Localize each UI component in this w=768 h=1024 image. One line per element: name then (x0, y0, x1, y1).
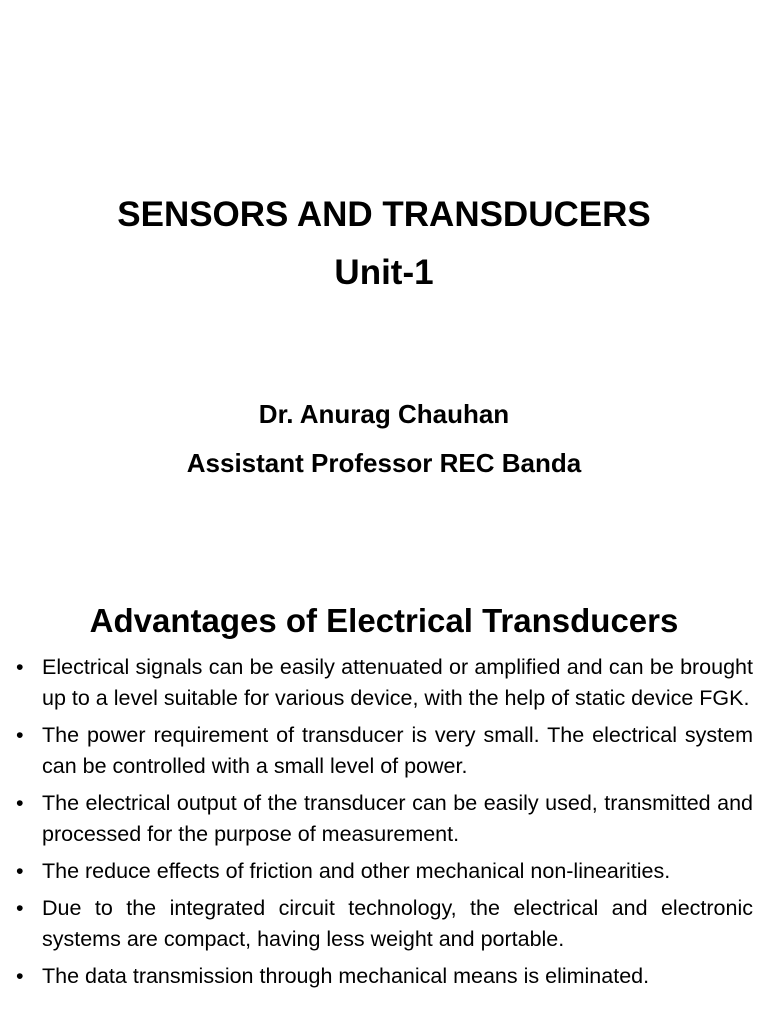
bullet-dot-icon: • (16, 896, 24, 920)
author-role: Assistant Professor REC Banda (186, 448, 582, 478)
bullet-item (0, 652, 768, 714)
bullet-dot-icon: • (16, 791, 24, 815)
unit-label: Unit-1 (334, 253, 434, 292)
bullet-item (0, 856, 768, 887)
bullet-text: Due to the integrated circuit technology, the electrical and electronic systems are compact, having less weight and portable. (42, 896, 753, 951)
bullet-dot-icon: • (16, 859, 24, 883)
bullet-text: The power requirement of transducer is very small. The electrical system can be controlled with a small level of power. (42, 723, 753, 778)
bullet-item (0, 893, 768, 955)
bullet-list (0, 652, 768, 998)
bullet-text: The data transmission through mechanical means is eliminated. (42, 964, 650, 988)
bullet-text: Electrical signals can be easily attenuated or amplified and can be brought up to a level suitable for various device, with the help of static device FGK. (42, 655, 753, 710)
slide-title: Advantages of Electrical Transducers (89, 602, 679, 639)
bullet-item (0, 788, 768, 850)
bullet-dot-icon: • (16, 964, 24, 988)
bullet-item (0, 961, 768, 992)
advantages-slide (0, 548, 768, 1024)
bullet-dot-icon: • (16, 723, 24, 747)
presentation-title: SENSORS AND TRANSDUCERS (117, 195, 651, 234)
bullet-dot-icon: • (16, 655, 24, 679)
bullet-item (0, 720, 768, 782)
bullet-text: The electrical output of the transducer can be easily used, transmitted and processed for the purpose of measurement. (42, 791, 753, 846)
author-name: Dr. Anurag Chauhan (258, 399, 510, 429)
bullet-text: The reduce effects of friction and other mechanical non-linearities. (42, 859, 671, 883)
